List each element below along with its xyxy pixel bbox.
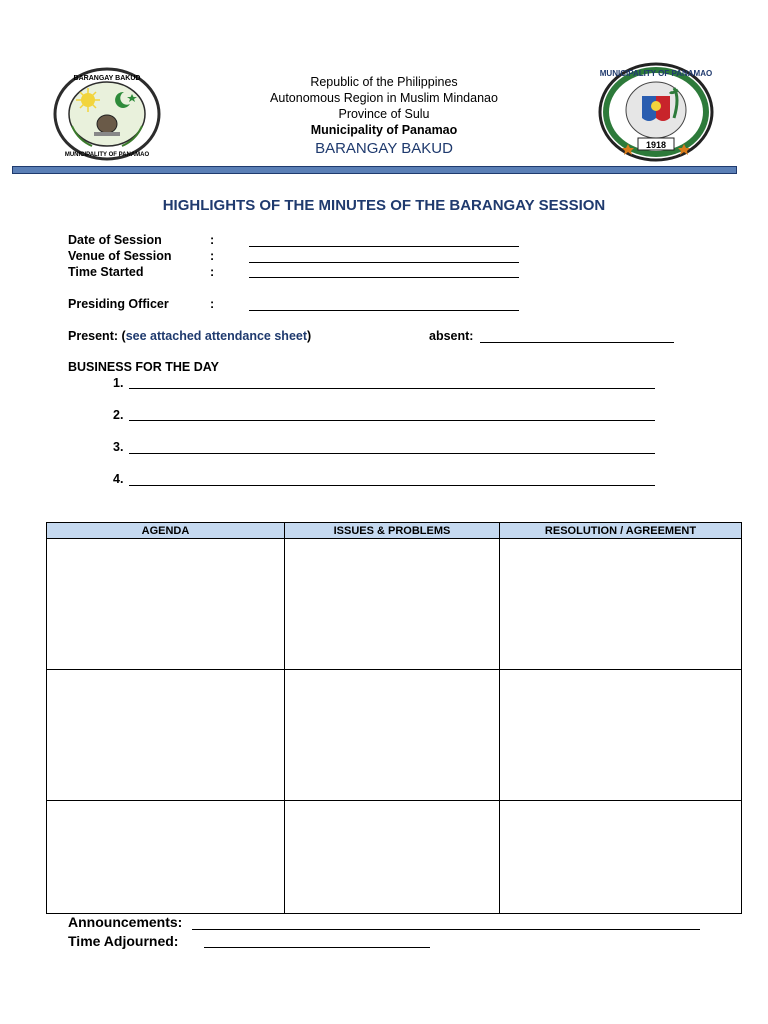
- table-header-row: [47, 523, 742, 539]
- announcements-label: Announcements:: [68, 914, 183, 930]
- svg-text:MUNICIPALITY OF PANAMAO: MUNICIPALITY OF PANAMAO: [64, 152, 150, 158]
- colon: :: [210, 297, 215, 311]
- business-item-number: 3.: [113, 440, 124, 454]
- table-row: [47, 670, 742, 801]
- table-row: [47, 539, 742, 670]
- business-item-number: 2.: [113, 408, 124, 422]
- header-municipality: Municipality of Panamao: [310, 123, 458, 137]
- label-presiding-officer: Presiding Officer: [68, 297, 169, 311]
- date-of-session-line[interactable]: [249, 246, 519, 247]
- colon: :: [210, 249, 215, 263]
- label-venue-of-session: Venue of Session: [68, 249, 172, 263]
- business-item-line[interactable]: [129, 420, 655, 421]
- announcements-line[interactable]: [192, 929, 700, 930]
- present-close-paren: ): [307, 329, 312, 343]
- header-barangay: BARANGAY BAKUD: [315, 140, 453, 157]
- header-republic: Republic of the Philippines: [310, 75, 458, 89]
- column-header-agenda: AGENDA: [47, 523, 285, 539]
- agenda-cell[interactable]: [47, 670, 285, 801]
- svg-text:1918: 1918: [645, 140, 667, 150]
- resolution-cell[interactable]: [500, 801, 742, 914]
- label-date-of-session: Date of Session: [68, 233, 162, 247]
- colon: :: [210, 265, 215, 279]
- absent-label: absent:: [429, 329, 474, 343]
- header-divider-band: [12, 166, 737, 174]
- header-province: Province of Sulu: [338, 107, 430, 121]
- business-heading: BUSINESS FOR THE DAY: [68, 360, 219, 374]
- business-item-line[interactable]: [129, 388, 655, 389]
- presiding-officer-line[interactable]: [249, 310, 519, 311]
- venue-of-session-line[interactable]: [249, 262, 519, 263]
- document-title: HIGHLIGHTS OF THE MINUTES OF THE BARANGAY SESSION: [162, 197, 606, 214]
- column-header-resolution: RESOLUTION / AGREEMENT: [500, 523, 742, 539]
- business-item-number: 4.: [113, 472, 124, 486]
- present-row: [68, 329, 311, 343]
- resolution-cell[interactable]: [500, 539, 742, 670]
- agenda-cell[interactable]: [47, 801, 285, 914]
- present-note: see attached attendance sheet: [125, 329, 308, 343]
- minutes-table: [46, 522, 742, 914]
- time-started-line[interactable]: [249, 277, 519, 278]
- column-header-issues: ISSUES & PROBLEMS: [285, 523, 500, 539]
- business-item-line[interactable]: [129, 453, 655, 454]
- time-adjourned-label: Time Adjourned:: [68, 933, 179, 949]
- label-time-started: Time Started: [68, 265, 144, 279]
- svg-text:BARANGAY BAKUD: BARANGAY BAKUD: [73, 75, 141, 82]
- svg-text:MUNICIPALITY OF PANAMAO: MUNICIPALITY OF PANAMAO: [599, 69, 713, 78]
- colon: :: [210, 233, 215, 247]
- issues-cell[interactable]: [285, 539, 500, 670]
- absent-line[interactable]: [480, 342, 674, 343]
- time-adjourned-line[interactable]: [204, 947, 430, 948]
- business-item-number: 1.: [113, 376, 124, 390]
- agenda-cell[interactable]: [47, 539, 285, 670]
- resolution-cell[interactable]: [500, 670, 742, 801]
- issues-cell[interactable]: [285, 801, 500, 914]
- table-row: [47, 801, 742, 914]
- business-item-line[interactable]: [129, 485, 655, 486]
- present-open-paren: (: [121, 329, 126, 343]
- issues-cell[interactable]: [285, 670, 500, 801]
- header-region: Autonomous Region in Muslim Mindanao: [270, 91, 498, 105]
- present-label: Present:: [68, 329, 119, 343]
